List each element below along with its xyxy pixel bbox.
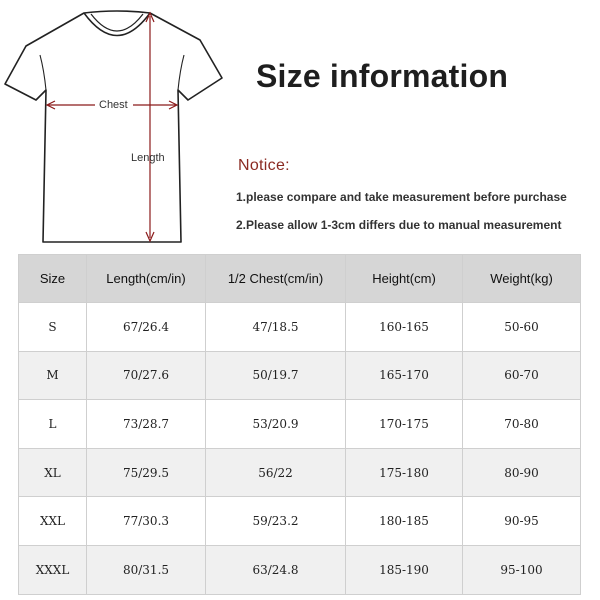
table-row <box>19 545 581 594</box>
tshirt-outline-icon <box>0 0 235 250</box>
header-half-chest: 1/2 Chest(cm/in) <box>206 255 346 303</box>
cell-height: 170-175 <box>346 400 463 449</box>
cell-height: 180-185 <box>346 497 463 546</box>
cell-length: 67/26.4 <box>87 303 206 352</box>
notice-line-1: 1.please compare and take measurement before purchase <box>236 190 567 204</box>
cell-weight: 60-70 <box>463 351 581 400</box>
cell-weight: 95-100 <box>463 545 581 594</box>
table-row <box>19 400 581 449</box>
cell-weight: 50-60 <box>463 303 581 352</box>
cell-half-chest: 59/23.2 <box>206 497 346 546</box>
cell-height: 160-165 <box>346 303 463 352</box>
size-table <box>18 254 581 595</box>
cell-half-chest: 53/20.9 <box>206 400 346 449</box>
table-row <box>19 303 581 352</box>
cell-height: 175-180 <box>346 448 463 497</box>
cell-length: 80/31.5 <box>87 545 206 594</box>
cell-length: 73/28.7 <box>87 400 206 449</box>
cell-size: L <box>19 400 87 449</box>
chest-label: Chest <box>99 99 128 111</box>
cell-weight: 70-80 <box>463 400 581 449</box>
cell-weight: 80-90 <box>463 448 581 497</box>
notice-line-2: 2.Please allow 1-3cm differs due to manual measurement <box>236 218 562 232</box>
cell-size: S <box>19 303 87 352</box>
table-row <box>19 497 581 546</box>
header-size: Size <box>19 255 87 303</box>
header-weight: Weight(kg) <box>463 255 581 303</box>
cell-height: 185-190 <box>346 545 463 594</box>
header-length: Length(cm/in) <box>87 255 206 303</box>
cell-size: M <box>19 351 87 400</box>
cell-weight: 90-95 <box>463 497 581 546</box>
notice-title: Notice: <box>238 157 290 174</box>
cell-size: XL <box>19 448 87 497</box>
cell-half-chest: 63/24.8 <box>206 545 346 594</box>
length-label: Length <box>131 152 165 164</box>
table-header-row <box>19 255 581 303</box>
header-height: Height(cm) <box>346 255 463 303</box>
page-title: Size information <box>256 58 509 94</box>
cell-length: 75/29.5 <box>87 448 206 497</box>
table-row <box>19 351 581 400</box>
table-row <box>19 448 581 497</box>
cell-half-chest: 50/19.7 <box>206 351 346 400</box>
cell-half-chest: 47/18.5 <box>206 303 346 352</box>
cell-length: 77/30.3 <box>87 497 206 546</box>
cell-length: 70/27.6 <box>87 351 206 400</box>
cell-size: XXL <box>19 497 87 546</box>
cell-height: 165-170 <box>346 351 463 400</box>
cell-size: XXXL <box>19 545 87 594</box>
cell-half-chest: 56/22 <box>206 448 346 497</box>
tshirt-diagram <box>0 0 235 250</box>
